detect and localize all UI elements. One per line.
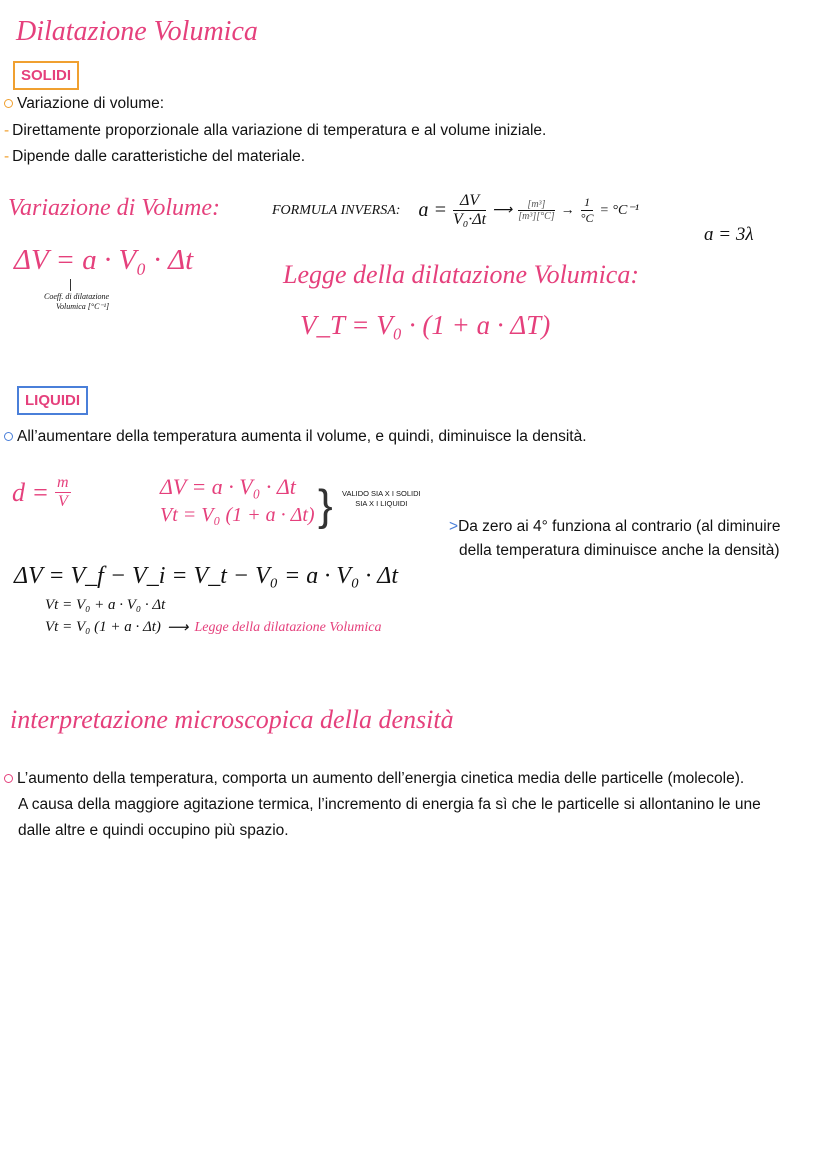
units-result bbox=[581, 195, 594, 226]
formula-lhs: ɑ = bbox=[418, 199, 447, 221]
alpha-relation: ɑ = 3λ bbox=[704, 224, 754, 245]
bullet-liquidi bbox=[4, 428, 587, 446]
deriv3-formula: Vt = V₀ (1 + ɑ · Δt) bbox=[45, 619, 161, 635]
numerator: ΔV bbox=[453, 192, 486, 211]
law-formula: V_T = V₀ · (1 + ɑ · ΔT) bbox=[300, 310, 551, 340]
bullet-icon bbox=[4, 99, 13, 108]
note-line: Da zero ai 4° funziona al contrario (al diminuire bbox=[458, 518, 781, 535]
units-fraction bbox=[518, 199, 554, 222]
page-title: Dilatazione Volumica bbox=[16, 16, 258, 47]
arrow-icon: ⟶ bbox=[492, 203, 513, 218]
derivation: ΔV = V_f − V_i = V_t − V₀ = ɑ · V₀ · Δt bbox=[14, 563, 399, 589]
denominator: °C bbox=[580, 211, 594, 225]
density-formula bbox=[12, 474, 71, 511]
note-zero-four bbox=[449, 515, 780, 563]
formula-fraction bbox=[453, 192, 486, 229]
formula-inversa bbox=[272, 192, 639, 229]
numerator: [m³] bbox=[518, 199, 554, 211]
pointer-line bbox=[70, 279, 71, 291]
bullet-volume bbox=[4, 95, 164, 113]
density-fraction bbox=[55, 474, 71, 511]
point-1: - Direttamente proporzionale alla variazione di temperatura e al volume iniziale. bbox=[4, 122, 547, 139]
point-2: - Dipende dalle caratteristiche del materiale. bbox=[4, 148, 306, 165]
coeff-note bbox=[44, 292, 109, 312]
valid-note bbox=[342, 489, 421, 509]
density-lhs: d = bbox=[12, 477, 50, 507]
bullet-icon bbox=[4, 774, 13, 783]
denominator: [m³][°C] bbox=[518, 211, 555, 222]
formula-inversa-label: FORMULA INVERSA: bbox=[272, 202, 401, 218]
section-label-solidi: SOLIDI bbox=[13, 61, 79, 90]
section-label-liquidi: LIQUIDI bbox=[17, 386, 88, 415]
bullet-icon bbox=[4, 432, 13, 441]
units-final: = °C⁻¹ bbox=[599, 203, 639, 218]
numerator: 1 bbox=[581, 195, 594, 211]
delta-v-formula: ΔV = ɑ · V₀ · Δt bbox=[14, 244, 194, 276]
coeff-note-line: Coeff. di dilatazione bbox=[44, 292, 110, 301]
arrow-icon: ⟶ bbox=[166, 620, 189, 636]
bullet-text: All’aumentare della temperatura aumenta il volume, e quindi, diminuisce la densità. bbox=[17, 428, 587, 445]
deriv3-label: Legge della dilatazione Volumica bbox=[194, 619, 382, 635]
note-line: della temperatura diminuisce anche la densità) bbox=[459, 542, 780, 559]
micro-line: dalle altre e quindi occupino più spazio. bbox=[18, 822, 289, 839]
derivation-step-2: Vt = V₀ + ɑ · V₀ · Δt bbox=[45, 597, 166, 613]
coeff-note-line: Volumica [°C⁻¹] bbox=[56, 302, 110, 311]
denominator: V bbox=[57, 493, 68, 510]
point-text: Dipende dalle caratteristiche del materiale. bbox=[12, 148, 306, 165]
note-marker: > bbox=[449, 518, 459, 535]
brace-icon: } bbox=[318, 481, 333, 530]
law-heading: Legge della dilatazione Volumica: bbox=[283, 260, 640, 289]
bullet-text: Variazione di volume: bbox=[17, 95, 165, 112]
variation-heading: Variazione di Volume: bbox=[8, 195, 220, 221]
valid-note-line: SIA X I LIQUIDI bbox=[355, 499, 408, 508]
micro-line: A causa della maggiore agitazione termica, l’incremento di energia fa sì che le particelle si allontanino le une bbox=[18, 796, 761, 813]
eq2: Vt = V₀ (1 + ɑ · Δt) bbox=[160, 504, 315, 526]
micro-line: L’aumento della temperatura, comporta un aumento dell’energia cinetica media delle particelle (molecole). bbox=[17, 770, 745, 787]
micro-paragraph bbox=[4, 766, 761, 844]
numerator: m bbox=[57, 474, 69, 491]
arrow-icon: → bbox=[560, 202, 575, 218]
eq1: ΔV = ɑ · V₀ · Δt bbox=[160, 474, 296, 499]
derivation-step-3 bbox=[45, 618, 381, 637]
valid-note-line: VALIDO SIA X I SOLIDI bbox=[342, 489, 421, 498]
point-text: Direttamente proporzionale alla variazione di temperatura e al volume iniziale. bbox=[12, 122, 547, 139]
micro-heading: interpretazione microscopica della densità bbox=[10, 705, 454, 734]
denominator: V₀·Δt bbox=[452, 211, 487, 228]
